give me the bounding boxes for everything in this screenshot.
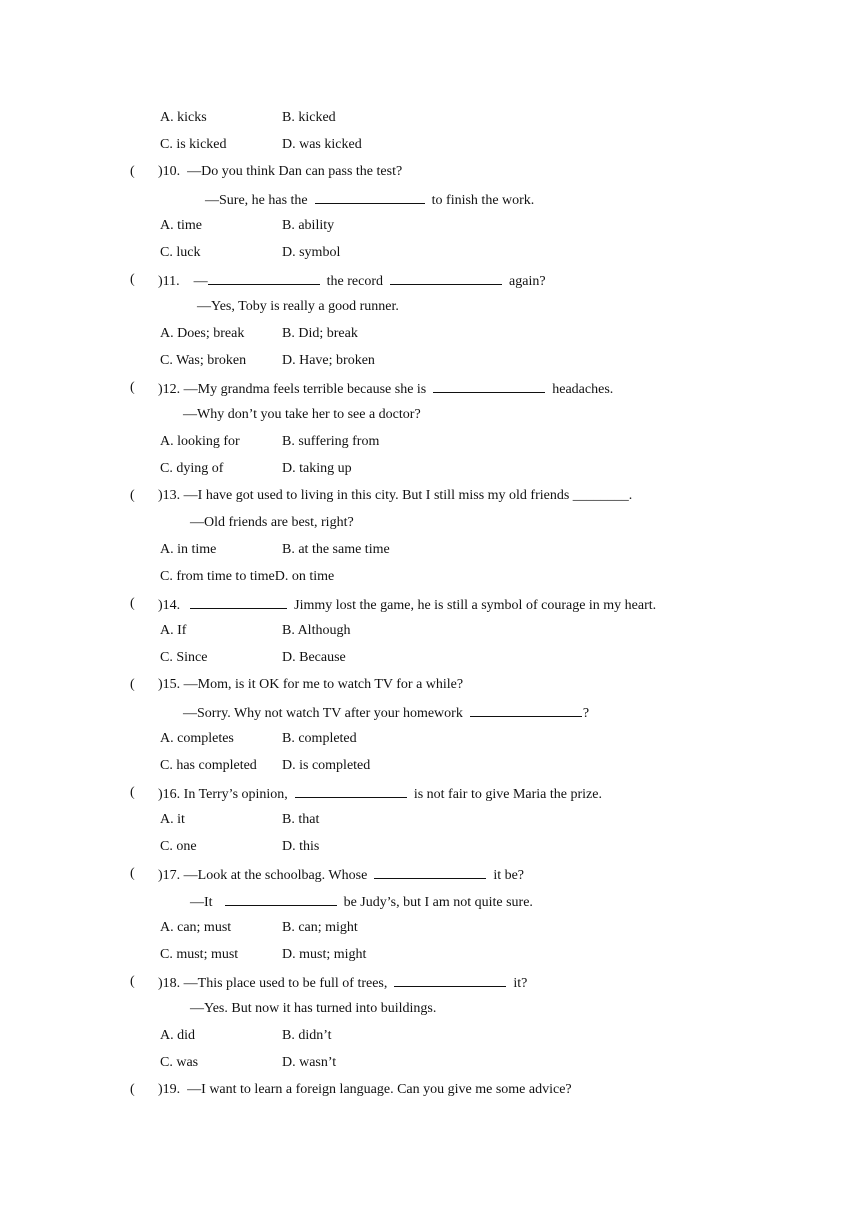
option-d: D. is completed: [282, 758, 371, 773]
question-13: )13. —I have got used to living in this city. But I still miss my old friends ________.: [158, 488, 633, 503]
q-post: it?: [513, 976, 528, 991]
option-a: A. did: [160, 1028, 195, 1043]
option-d: D. Have; broken: [282, 353, 375, 368]
option-c: C. Since: [160, 650, 208, 665]
q-post: is not fair to give Maria the prize.: [413, 787, 602, 802]
q-post: Jimmy lost the game, he is still a symbol of courage in my heart.: [294, 598, 657, 613]
fill-blank: [374, 866, 486, 879]
option-d: D. taking up: [282, 461, 352, 476]
answer-paren: (: [130, 1082, 135, 1097]
option-a: A. kicks: [160, 110, 207, 125]
option-c: C. was: [160, 1055, 199, 1070]
option-c: C. luck: [160, 245, 201, 260]
fill-blank: [433, 380, 545, 393]
answer-paren: (: [130, 164, 135, 179]
option-c-d: C. from time to timeD. on time: [160, 569, 335, 584]
option-c: C. has completed: [160, 758, 257, 773]
question-12: [158, 380, 613, 398]
q-pre: )18. —This place used to be full of trees,: [158, 976, 388, 991]
question-16: [158, 785, 602, 803]
option-b: B. ability: [282, 218, 335, 233]
fill-blank: [225, 893, 337, 906]
question-15: )15. —Mom, is it OK for me to watch TV for a while?: [158, 677, 464, 692]
option-b: B. that: [282, 812, 320, 827]
question-11-reply: —Yes, Toby is really a good runner.: [197, 299, 399, 314]
option-b: B. suffering from: [282, 434, 380, 449]
option-c: C. must; must: [160, 947, 239, 962]
q-mid: the record: [326, 274, 384, 289]
answer-paren: (: [130, 380, 135, 395]
q-pre: )11. —: [158, 274, 208, 289]
reply-pre: —Sorry. Why not watch TV after your homework: [183, 706, 463, 721]
question-18: [158, 974, 527, 992]
answer-paren: (: [130, 866, 135, 881]
question-10: )10. —Do you think Dan can pass the test?: [158, 164, 403, 179]
option-b: B. completed: [282, 731, 357, 746]
option-d: D. wasn’t: [282, 1055, 337, 1070]
q-pre: )12. —My grandma feels terrible because she is: [158, 382, 427, 397]
option-d: D. this: [282, 839, 320, 854]
answer-paren: (: [130, 272, 135, 287]
q-post: again?: [509, 274, 546, 289]
q-pre: )16. In Terry’s opinion,: [158, 787, 288, 802]
question-15-reply: [183, 704, 589, 722]
question-11: [158, 272, 546, 290]
question-19: )19. —I want to learn a foreign language. Can you give me some advice?: [158, 1082, 572, 1097]
option-a: A. in time: [160, 542, 217, 557]
question-17: [158, 866, 524, 884]
answer-paren: (: [130, 974, 135, 989]
question-12-reply: —Why don’t you take her to see a doctor?: [183, 407, 421, 422]
question-17-reply: [190, 893, 533, 911]
fill-blank: [390, 272, 502, 285]
option-b: B. didn’t: [282, 1028, 332, 1043]
fill-blank: [394, 974, 506, 987]
answer-paren: (: [130, 596, 135, 611]
option-b: B. at the same time: [282, 542, 390, 557]
option-d: D. symbol: [282, 245, 341, 260]
fill-blank: [208, 272, 320, 285]
question-13-reply: —Old friends are best, right?: [190, 515, 354, 530]
reply-pre: —Sure, he has the: [205, 193, 308, 208]
q-post: it be?: [493, 868, 525, 883]
option-a: A. If: [160, 623, 187, 638]
fill-blank: [190, 596, 287, 609]
option-b: B. Did; break: [282, 326, 358, 341]
option-b: B. Although: [282, 623, 351, 638]
option-c: C. dying of: [160, 461, 224, 476]
option-a: A. completes: [160, 731, 234, 746]
answer-paren: (: [130, 677, 135, 692]
option-c: C. one: [160, 839, 197, 854]
fill-blank: [470, 704, 582, 717]
reply-pre: —It: [190, 895, 213, 910]
answer-paren: (: [130, 785, 135, 800]
option-d: D. must; might: [282, 947, 367, 962]
question-14: [158, 596, 656, 614]
option-a: A. time: [160, 218, 202, 233]
fill-blank: [295, 785, 407, 798]
option-c: C. Was; broken: [160, 353, 247, 368]
answer-paren: (: [130, 488, 135, 503]
reply-post: be Judy’s, but I am not quite sure.: [343, 895, 533, 910]
q-pre: )17. —Look at the schoolbag. Whose: [158, 868, 368, 883]
reply-post: to finish the work.: [431, 193, 535, 208]
option-b: B. kicked: [282, 110, 336, 125]
option-b: B. can; might: [282, 920, 358, 935]
q-post: headaches.: [552, 382, 614, 397]
option-d: D. Because: [282, 650, 346, 665]
question-18-reply: —Yes. But now it has turned into buildings.: [190, 1001, 437, 1016]
fill-blank: [315, 191, 425, 204]
question-10-reply: [205, 191, 534, 209]
option-a: A. looking for: [160, 434, 240, 449]
q-pre: )14.: [158, 598, 181, 613]
option-d: D. was kicked: [282, 137, 362, 152]
option-a: A. Does; break: [160, 326, 245, 341]
reply-post: ?: [582, 706, 590, 721]
option-a: A. it: [160, 812, 185, 827]
option-a: A. can; must: [160, 920, 232, 935]
option-c: C. is kicked: [160, 137, 227, 152]
